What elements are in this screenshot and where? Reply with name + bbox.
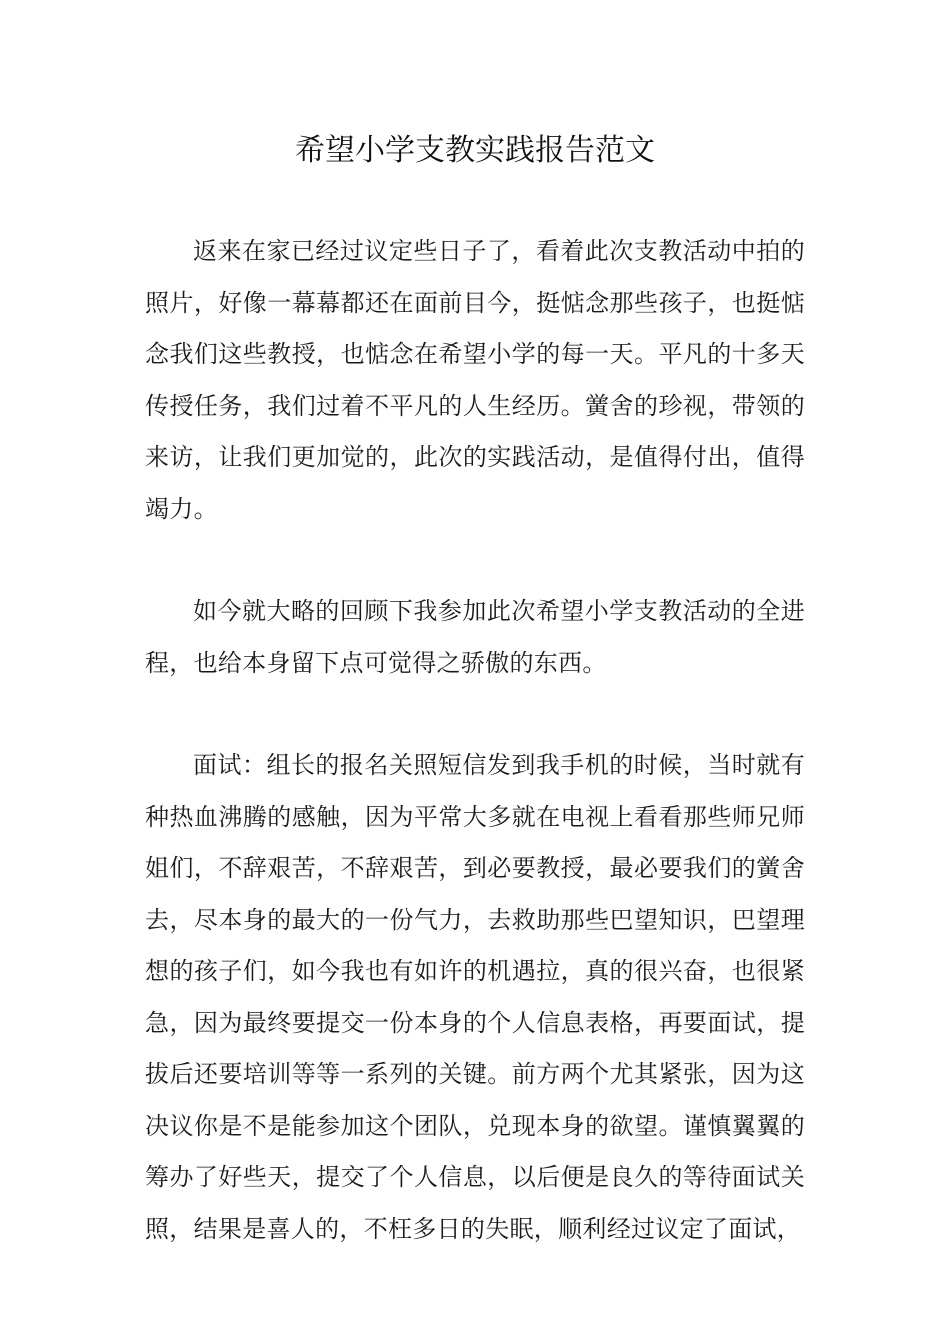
paragraph-review: 如今就大略的回顾下我参加此次希望小学支教活动的全进程，也给本身留下点可觉得之骄傲的东西。: [145, 597, 805, 677]
paragraph-interview: 面试：组长的报名关照短信发到我手机的时候，当时就有种热血沸腾的感触，因为平常大多就在电视上看看那些师兄师姐们，不辞艰苦，不辞艰苦，到必要教授，最必要我们的黉舍去，尽本身的最大的一份气力，去救助那些巴望知识，巴望理想的孩子们，如今我也有如许的机遇拉，真的很兴奋，也很紧急，因为最终要提交一份本身的个人信息表格，再要面试，提拔后还要培训等等一系列的关键。前方两个尤其紧张，因为这决议你是不是能参加这个团队，兑现本身的欲望。谨慎翼翼的筹办了好些天，提交了个人信息，以后便是良久的等待面试关照，结果是喜人的，不枉多日的失眠，顺利经过议定了面试，: [145, 751, 805, 1243]
paragraph-intro: 返来在家已经过议定些日子了，看着此次支教活动中拍的照片，好像一幕幕都还在面前目今，挺惦念那些孩子，也挺惦念我们这些教授，也惦念在希望小学的每一天。平凡的十多天传授任务，我们过着不平凡的人生经历。黉舍的珍视，带领的来访，让我们更加觉的，此次的实践活动，是值得付出，值得竭力。: [145, 237, 805, 523]
document-body: [145, 226, 805, 1255]
document-title: 希望小学支教实践报告范文: [295, 133, 655, 168]
